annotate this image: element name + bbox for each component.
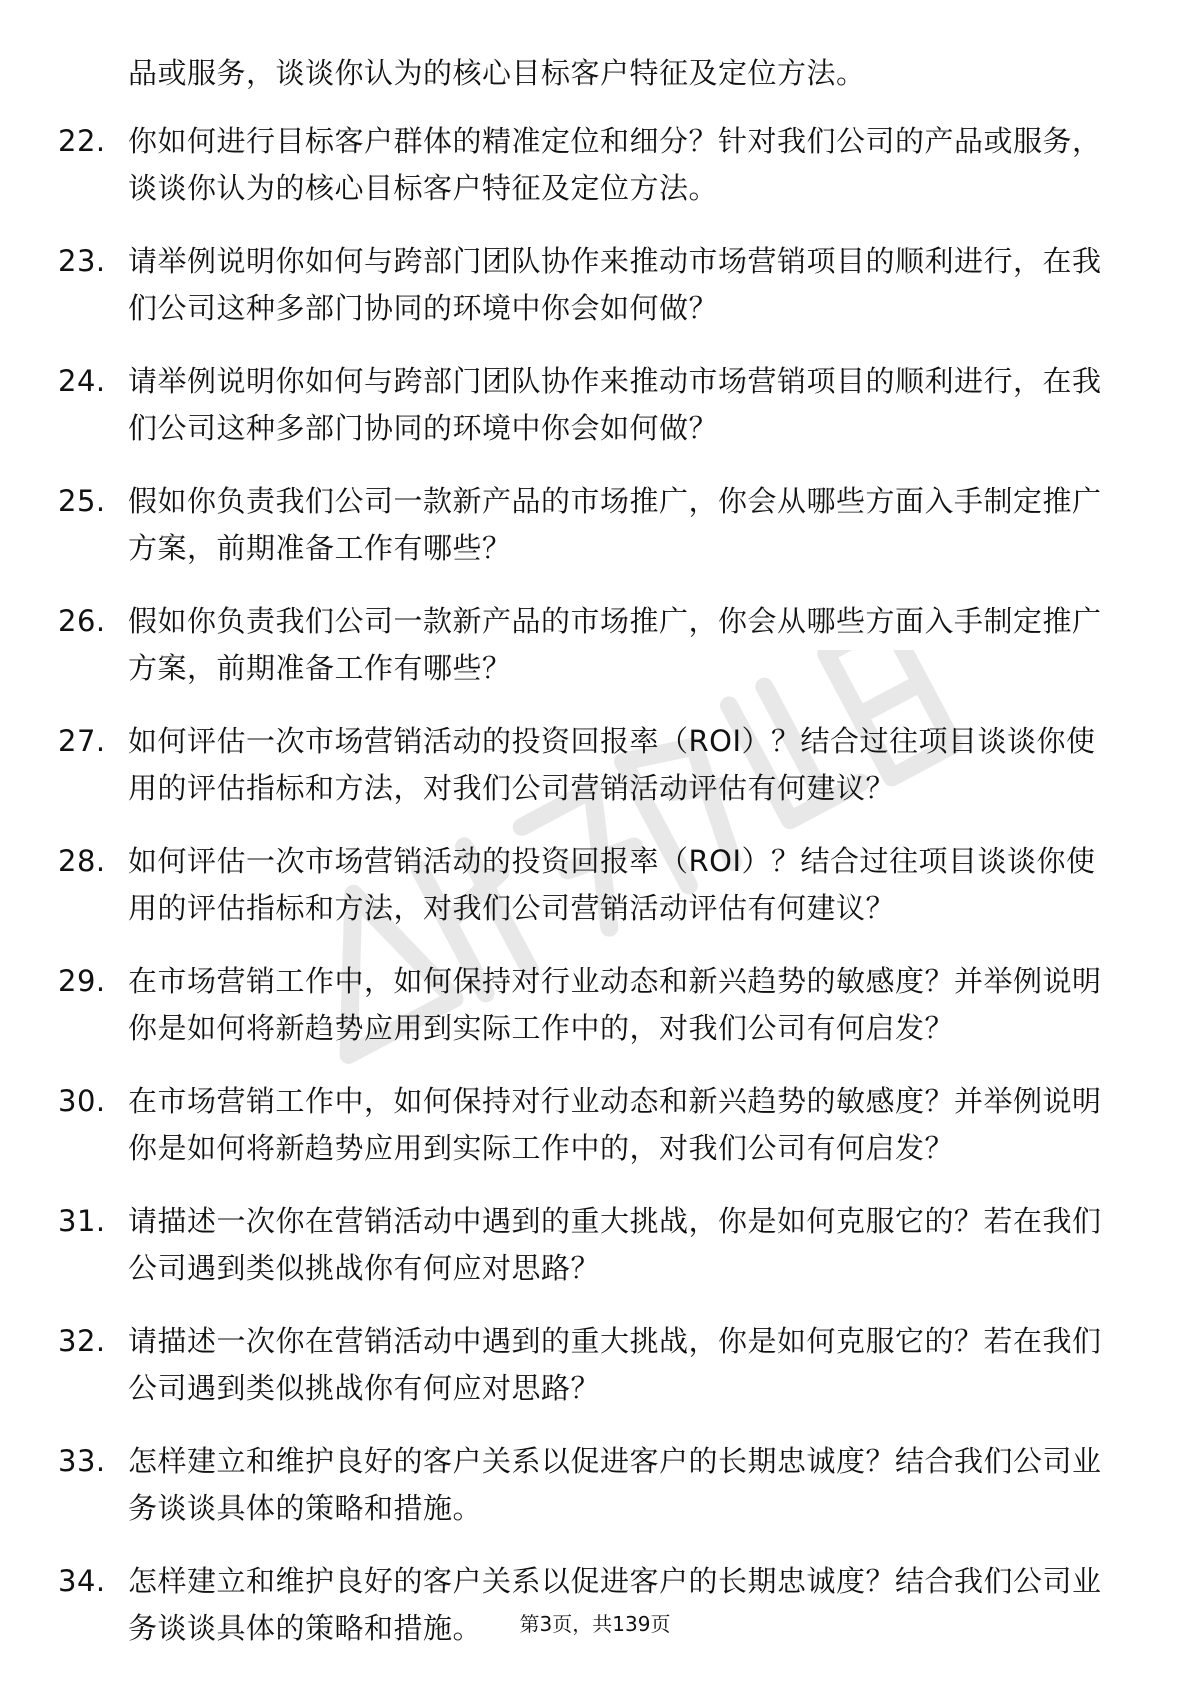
question-number: 29.	[58, 964, 106, 998]
question-text: 请举例说明你如何与跨部门团队协作来推动市场营销项目的顺利进行，在我们公司这种多部门协同的环境中你会如何做？	[128, 244, 1102, 325]
question-item-27	[0, 718, 1190, 812]
question-text: 请描述一次你在营销活动中遇到的重大挑战，你是如何克服它的？若在我们公司遇到类似挑战你有何应对思路？	[128, 1204, 1102, 1285]
question-number: 24.	[58, 364, 106, 398]
question-item-29	[0, 958, 1190, 1052]
question-text: 怎样建立和维护良好的客户关系以促进客户的长期忠诚度？结合我们公司业务谈谈具体的策略和措施。	[128, 1564, 1102, 1645]
question-number: 22.	[58, 124, 106, 158]
page-footer: 第3页，共139页	[519, 1612, 671, 1636]
question-item-25	[0, 478, 1190, 572]
question-item-24	[0, 358, 1190, 452]
question-item-30	[0, 1078, 1190, 1172]
question-item-32	[0, 1318, 1190, 1412]
question-text: 在市场营销工作中，如何保持对行业动态和新兴趋势的敏感度？并举例说明你是如何将新趋势应用到实际工作中的，对我们公司有何启发？	[128, 1084, 1102, 1165]
question-text: 怎样建立和维护良好的客户关系以促进客户的长期忠诚度？结合我们公司业务谈谈具体的策略和措施。	[128, 1444, 1102, 1525]
question-number: 30.	[58, 1084, 106, 1118]
question-number: 27.	[58, 724, 106, 758]
question-text: 你如何进行目标客户群体的精准定位和细分？针对我们公司的产品或服务，谈谈你认为的核心目标客户特征及定位方法。	[128, 124, 1102, 205]
question-text: 如何评估一次市场营销活动的投资回报率（ROI）？结合过往项目谈谈你使用的评估指标和方法，对我们公司营销活动评估有何建议？	[128, 724, 1096, 805]
question-text: 假如你负责我们公司一款新产品的市场推广，你会从哪些方面入手制定推广方案，前期准备工作有哪些？	[128, 604, 1102, 685]
question-number: 33.	[58, 1444, 106, 1478]
question-number: 31.	[58, 1204, 106, 1238]
question-number: 28.	[58, 844, 106, 878]
question-text: 请举例说明你如何与跨部门团队协作来推动市场营销项目的顺利进行，在我们公司这种多部门协同的环境中你会如何做？	[128, 364, 1102, 445]
question-text: 在市场营销工作中，如何保持对行业动态和新兴趋势的敏感度？并举例说明你是如何将新趋势应用到实际工作中的，对我们公司有何启发？	[128, 964, 1102, 1045]
question-text: 如何评估一次市场营销活动的投资回报率（ROI）？结合过往项目谈谈你使用的评估指标和方法，对我们公司营销活动评估有何建议？	[128, 844, 1096, 925]
question-number: 32.	[58, 1324, 106, 1358]
question-item-23	[0, 238, 1190, 332]
question-number: 25.	[58, 484, 106, 518]
continued-question-text: 品或服务，谈谈你认为的核心目标客户特征及定位方法。	[128, 56, 866, 90]
question-item-33	[0, 1438, 1190, 1532]
question-number: 34.	[58, 1564, 106, 1598]
question-number: 26.	[58, 604, 106, 638]
question-text: 假如你负责我们公司一款新产品的市场推广，你会从哪些方面入手制定推广方案，前期准备工作有哪些？	[128, 484, 1102, 565]
question-list	[0, 118, 1190, 1678]
question-item-22	[0, 118, 1190, 212]
question-item-28	[0, 838, 1190, 932]
question-item-26	[0, 598, 1190, 692]
question-number: 23.	[58, 244, 106, 278]
question-item-31	[0, 1198, 1190, 1292]
question-text: 请描述一次你在营销活动中遇到的重大挑战，你是如何克服它的？若在我们公司遇到类似挑战你有何应对思路？	[128, 1324, 1102, 1405]
